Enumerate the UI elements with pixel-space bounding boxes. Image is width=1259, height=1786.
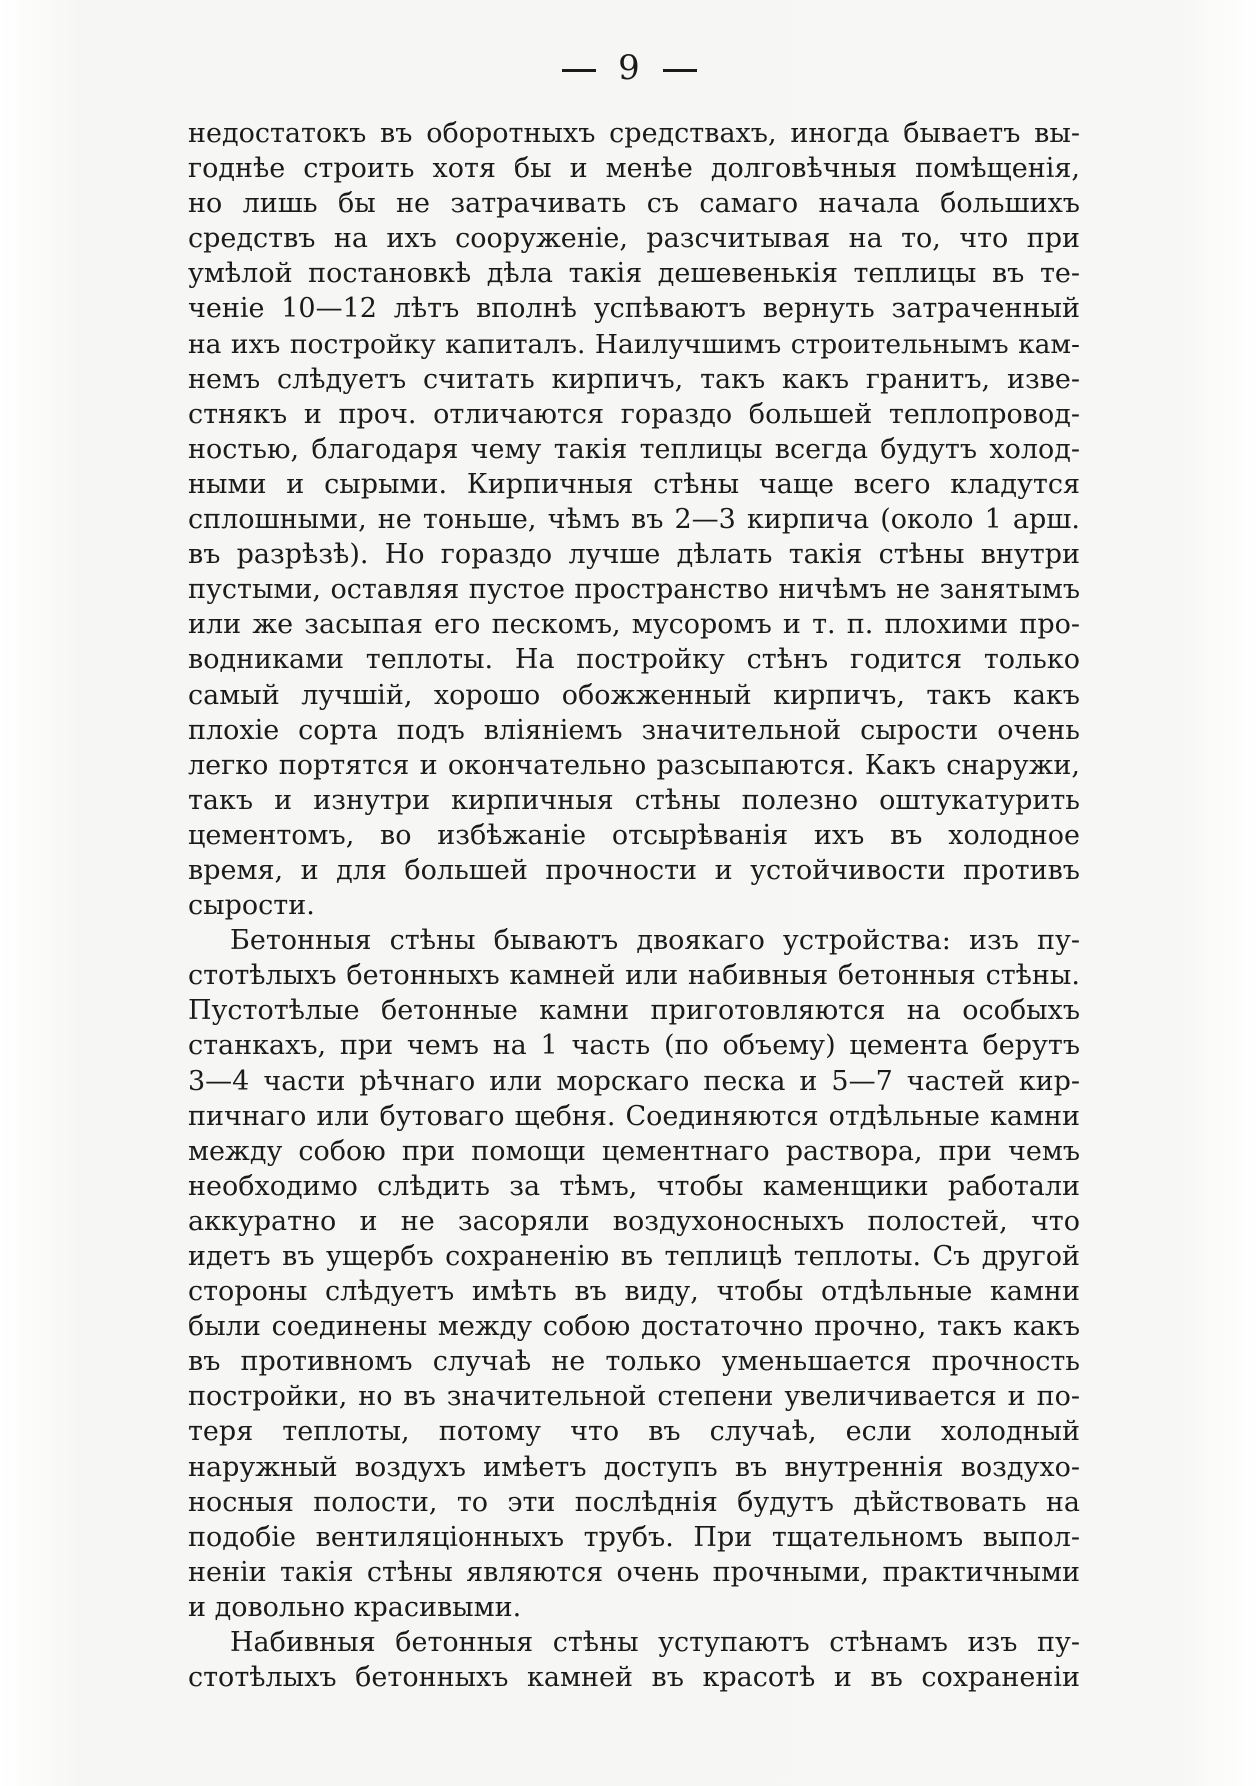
text-line: ностью, благодаря чему такія теплицы всегда будутъ холод- (188, 433, 1080, 465)
text-line: станкахъ, при чемъ на 1 часть (по объему) цемента берутъ (188, 1030, 1080, 1062)
text-line: неніи такія стѣны являются очень прочными, практичными (188, 1556, 1080, 1588)
body-text (188, 116, 1080, 1695)
text-line: на ихъ постройку капиталъ. Наилучшимъ строительнымъ кам- (188, 328, 1080, 360)
text-line: стнякъ и проч. отличаются гораздо большей теплопровод- (188, 398, 1080, 430)
text-line: годнѣе строить хотя бы и менѣе долговѣчныя помѣщенія, (188, 153, 1080, 185)
text-line: или же засыпая его пескомъ, мусоромъ и т. п. плохими про- (188, 609, 1080, 641)
text-line: самый лучшій, хорошо обожженный кирпичъ, такъ какъ (188, 679, 1080, 711)
text-line: въ разрѣзѣ). Но гораздо лучше дѣлать такія стѣны внутри (188, 539, 1080, 571)
page-number: 9 (618, 48, 641, 88)
text-line: сплошными, не тоньше, чѣмъ въ 2—3 кирпича (около 1 арш. (188, 504, 1080, 536)
text-line: стороны слѣдуетъ имѣть въ виду, чтобы отдѣльные камни (188, 1276, 1080, 1308)
text-line: подобіе вентиляціонныхъ трубъ. При тщательномъ выпол- (188, 1521, 1080, 1553)
text-line: недостатокъ въ оборотныхъ средствахъ, иногда бываетъ вы- (188, 118, 1080, 149)
text-line: но лишь бы не затрачивать съ самаго начала большихъ (188, 188, 1080, 220)
text-line: немъ слѣдуетъ считать кирпичъ, такъ какъ гранитъ, изве- (188, 363, 1080, 395)
text-line: такъ и изнутри кирпичныя стѣны полезно оштукатурить (188, 784, 1080, 816)
text-line: ными и сырыми. Кирпичныя стѣны чаще всего кладутся (188, 468, 1080, 500)
text-line: Пустотѣлые бетонные камни приготовляются на особыхъ (188, 995, 1080, 1027)
text-line: сырости. (188, 890, 315, 922)
text-line: плохіе сорта подъ вліяніемъ значительной сырости очень (188, 714, 1080, 746)
text-line: аккуратно и не засоряли воздухоносныхъ полостей, что (188, 1205, 1080, 1237)
text-line: носныя полости, то эти послѣднія будутъ дѣйствовать на (188, 1486, 1080, 1518)
text-line: цементомъ, во избѣжаніе отсырѣванія ихъ въ холодное (188, 819, 1080, 851)
text-line: Набивныя бетонныя стѣны уступаютъ стѣнамъ изъ пу- (230, 1627, 1080, 1659)
text-line: стотѣлыхъ бетонныхъ камней или набивныя бетонныя стѣны. (188, 960, 1080, 992)
header-right-dash (663, 69, 697, 72)
text-line: время, и для большей прочности и устойчивости противъ (188, 854, 1080, 886)
text-line: были соединены между собою достаточно прочно, такъ какъ (188, 1311, 1080, 1343)
text-line: между собою при помощи цементнаго раствора, при чемъ (188, 1135, 1080, 1167)
text-line: легко портятся и окончательно разсыпаются. Какъ снаружи, (188, 749, 1080, 781)
text-line: стотѣлыхъ бетонныхъ камней въ красотѣ и въ сохраненіи (188, 1662, 1080, 1694)
text-line: пичнаго или бутоваго щебня. Соединяются отдѣльные камни (188, 1100, 1080, 1132)
text-line: наружный воздухъ имѣетъ доступъ въ внутреннія воздухо- (188, 1451, 1080, 1483)
text-line: постройки, но въ значительной степени увеличивается и по- (188, 1381, 1080, 1413)
text-line: водниками теплоты. На постройку стѣнъ годится только (188, 644, 1080, 676)
text-line: и довольно красивыми. (188, 1591, 522, 1623)
text-line: умѣлой постановкѣ дѣла такія дешевенькія теплицы въ те- (188, 258, 1080, 290)
text-line: теря теплоты, потому что въ случаѣ, если холодный (188, 1416, 1080, 1448)
text-line: пустыми, оставляя пустое пространство ничѣмъ не занятымъ (188, 574, 1080, 606)
page-header (0, 48, 1259, 88)
text-line: ченіе 10—12 лѣтъ вполнѣ успѣваютъ вернуть затраченный (188, 293, 1080, 325)
text-line: средствъ на ихъ сооруженіе, разсчитывая на то, что при (188, 223, 1080, 255)
text-line: въ противномъ случаѣ не только уменьшается прочность (188, 1346, 1080, 1378)
text-line: 3—4 части рѣчнаго или морскаго песка и 5—7 частей кир- (188, 1065, 1080, 1097)
text-line: идетъ въ ущербъ сохраненію въ теплицѣ теплоты. Съ другой (188, 1241, 1080, 1272)
text-line: Бетонныя стѣны бываютъ двоякаго устройства: изъ пу- (230, 925, 1080, 957)
text-line: необходимо слѣдить за тѣмъ, чтобы каменщики работали (188, 1170, 1080, 1202)
header-left-dash (562, 69, 596, 72)
